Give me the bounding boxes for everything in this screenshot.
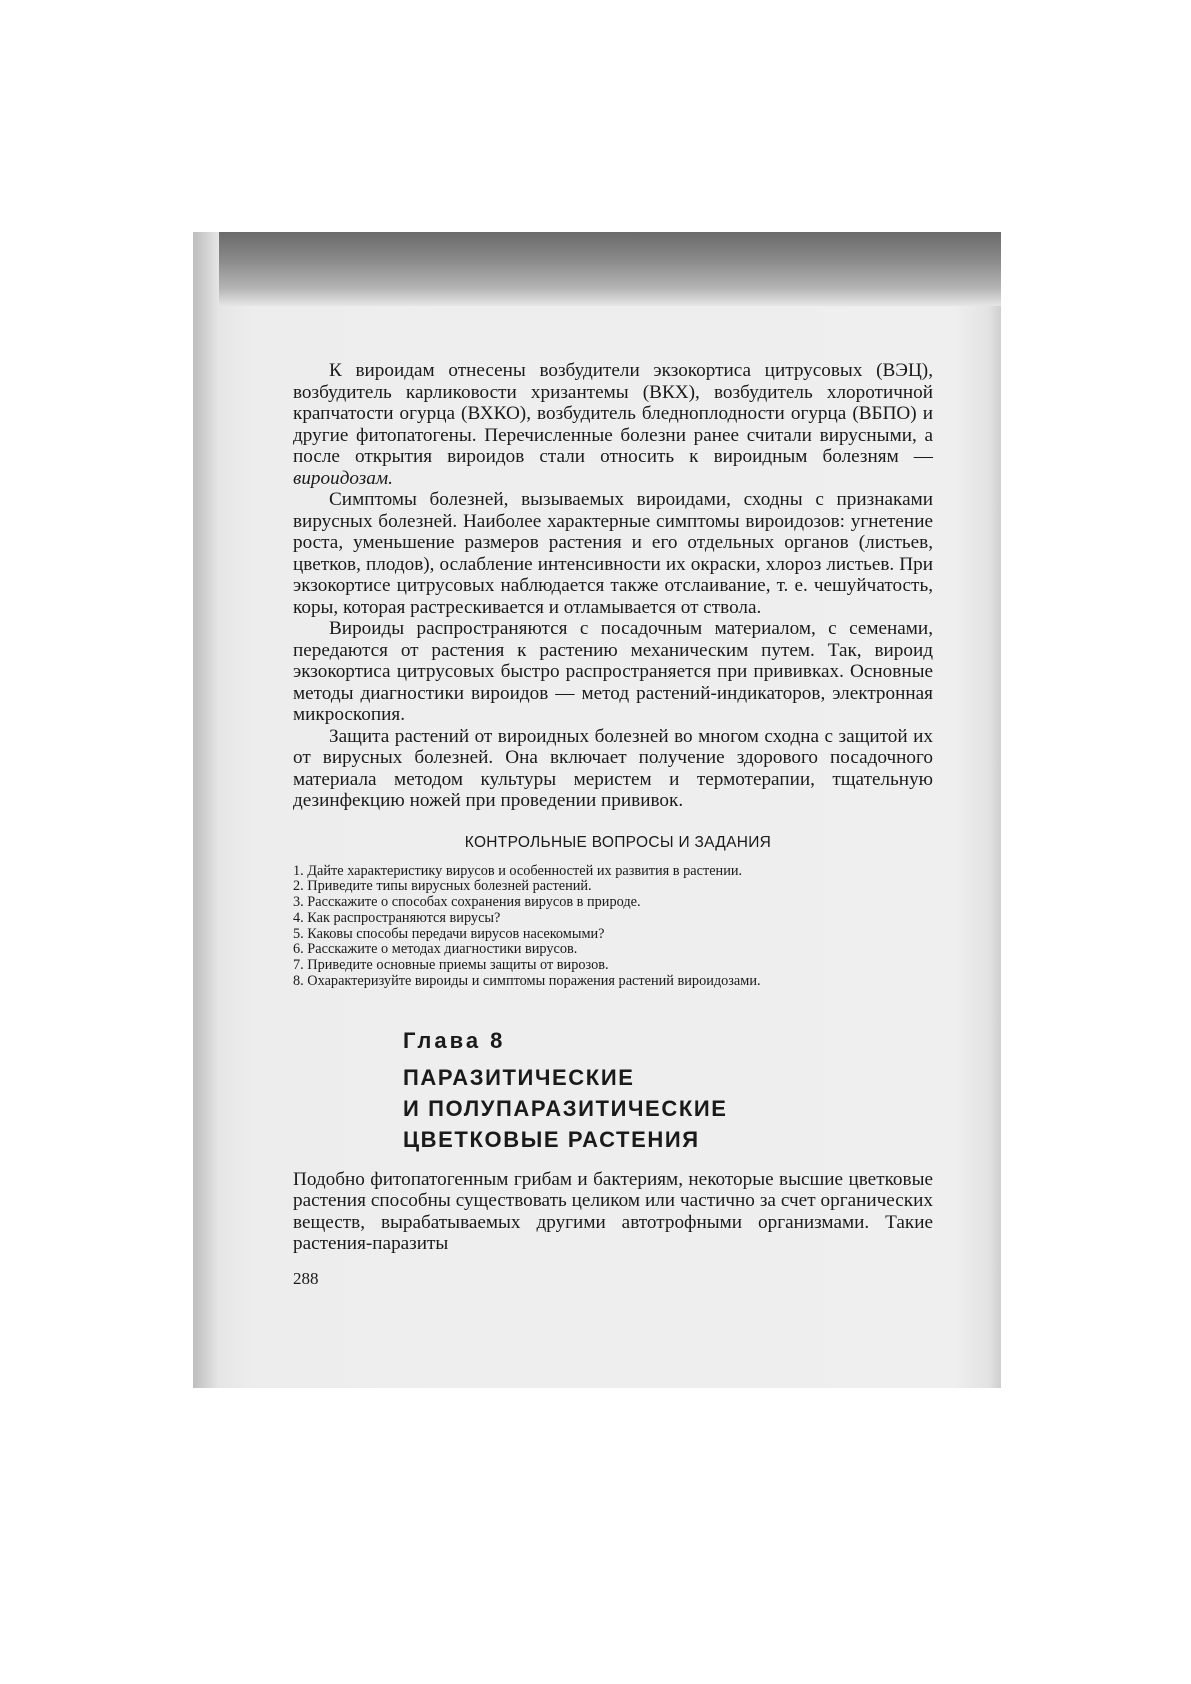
question-item: 6. Расскажите о методах диагностики вирусов.	[293, 941, 578, 958]
chapter-intro-paragraph: Подобно фитопатогенным грибам и бактериям, некоторые высшие цветковые растения способны существовать целиком или частично за счет органических веществ, вырабатываемых другими автотрофными организмами. Такие растения-паразиты	[293, 1168, 933, 1255]
page-edge-shadow	[193, 232, 219, 1388]
chapter-title-line: ЦВЕТКОВЫЕ РАСТЕНИЯ	[403, 1126, 700, 1152]
questions-list	[293, 864, 933, 990]
paragraph-symptoms: Симптомы болезней, вызываемых вироидами, сходны с признаками вирусных болезней. Наиболее характерные симптомы вироидозов: угнетение роста, уменьшение размеров растения и его отдельных органов (листьев, цветков, плодов), ослабление интенсивности их окраски, хлороз листьев. При экзокортисе цитрусовых наблюдается также отслаивание, т. е. чешуйчатость, коры, которая растрескивается и отламывается от ствола.	[293, 489, 933, 618]
paragraph-spread: Вироиды распространяются с посадочным материалом, с семенами, передаются от растения к растению механическим путем. Так, вироид экзокортиса цитрусовых быстро распространяется при прививках. Основные методы диагностики вироидов — метод растений-индикаторов, электронная микроскопия.	[293, 618, 933, 725]
page-number: 288	[293, 1268, 319, 1288]
question-item: 3. Расскажите о способах сохранения вирусов в природе.	[293, 894, 641, 911]
paragraph-protection: Защита растений от вироидных болезней во многом сходна с защитой их от вирусных болезней. Она включает получение здорового посадочного материала методом культуры меристем и термотерапии, тщательную дезинфекцию ножей при проведении прививок.	[293, 725, 933, 811]
page-text	[293, 360, 933, 1289]
chapter-title-line: ПАРАЗИТИЧЕСКИЕ	[403, 1064, 635, 1090]
term-viroidoses: вироидозам.	[293, 467, 393, 489]
paragraph-viroids	[293, 360, 933, 489]
question-item: 8. Охарактеризуйте вироиды и симптомы поражения растений вироидозами.	[293, 973, 761, 990]
scan-shadow-top	[193, 232, 1001, 306]
questions-heading: КОНТРОЛЬНЫЕ ВОПРОСЫ И ЗАДАНИЯ	[464, 833, 772, 851]
question-item: 4. Как распространяются вирусы?	[293, 909, 501, 926]
scanned-page	[193, 232, 1001, 1388]
paragraph-text: К вироидам отнесены возбудители экзокортиса цитрусовых (ВЭЦ), возбудитель карликовости хризантемы (ВКХ), возбудитель хлоротичной крапчатости огурца (ВХКО), возбудитель бледноплодности огурца (ВБПО) и другие фитопатогены. Перечисленные болезни ранее считали вирусными, а после открытия вироидов стали относить к вироидным болезням —	[293, 360, 933, 467]
question-item: 5. Каковы способы передачи вирусов насекомыми?	[293, 925, 605, 942]
chapter-label: Глава 8	[403, 1027, 506, 1053]
question-item: 1. Дайте характеристику вирусов и особенностей их развития в растении.	[293, 862, 743, 879]
chapter-title-line: И ПОЛУПАРАЗИТИЧЕСКИЕ	[403, 1095, 728, 1121]
chapter-heading	[403, 1028, 933, 1155]
question-item: 7. Приведите основные приемы защиты от вирозов.	[293, 957, 609, 974]
question-item: 2. Приведите типы вирусных болезней растений.	[293, 878, 592, 895]
